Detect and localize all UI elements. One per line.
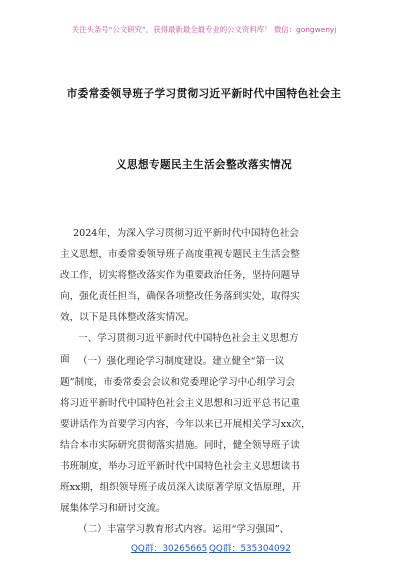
section-heading-line: 一、学习贯彻习近平新时代中国特色社会主义思想方 bbox=[78, 333, 299, 344]
body-line: 2024年，为深入学习贯彻习近平新时代中国特色社会 bbox=[73, 228, 299, 239]
body-line: 要讲话作为首要学习内容，今年以来已开展相关学习xx次， bbox=[60, 419, 311, 430]
body-line: 改工作，切实将整改落实作为重要政治任务，坚持问题导 bbox=[60, 270, 300, 281]
body-line: 将习近平新时代中国特色社会主义思想和习近平总书记重 bbox=[60, 398, 300, 409]
subsection-line: （二）丰富学习教育形式内容。运用“学习强国”、 bbox=[78, 524, 290, 535]
body-line: 结合本市实际研究贯彻落实措施。同时，健全领导班子读 bbox=[60, 440, 300, 451]
subsection-line: （一）强化理论学习制度建设。建立健全“第一议 bbox=[78, 356, 285, 367]
body-line: 展集体学习和研讨交流。 bbox=[60, 503, 166, 514]
body-line: 班xx期，组织领导班子成员深入读原著学原文悟原理，开 bbox=[60, 482, 302, 493]
document-title-line-2: 义思想专题民主生活会整改落实情况 bbox=[116, 159, 292, 171]
header-banner: 关注头条号“公文研究”，获得最新最全最专业的公文资料库！ 微信：gongwenyj bbox=[71, 25, 337, 34]
body-line: 向，强化责任担当，确保各项整改任务落到实处，取得实 bbox=[60, 291, 300, 302]
section-heading-line: 面 bbox=[60, 354, 70, 365]
qq-group-link-1[interactable]: QQ群：30265665 bbox=[131, 544, 208, 554]
body-line: 题”制度，市委常委会会议和党委理论学习中心组学习会 bbox=[60, 377, 296, 388]
document-title-line-1: 市委常委领导班子学习贯彻习近平新时代中国特色社会主 bbox=[66, 88, 342, 100]
body-line: 书班制度，举办习近平新时代中国特色社会主义思想读书 bbox=[60, 461, 300, 472]
body-line: 主义思想，市委常委领导班子高度重视专题民主生活会整 bbox=[60, 249, 300, 260]
body-line: 效，以下是具体整改落实情况。 bbox=[60, 312, 195, 323]
qq-group-link-2[interactable]: QQ群：535304092 bbox=[209, 544, 291, 554]
